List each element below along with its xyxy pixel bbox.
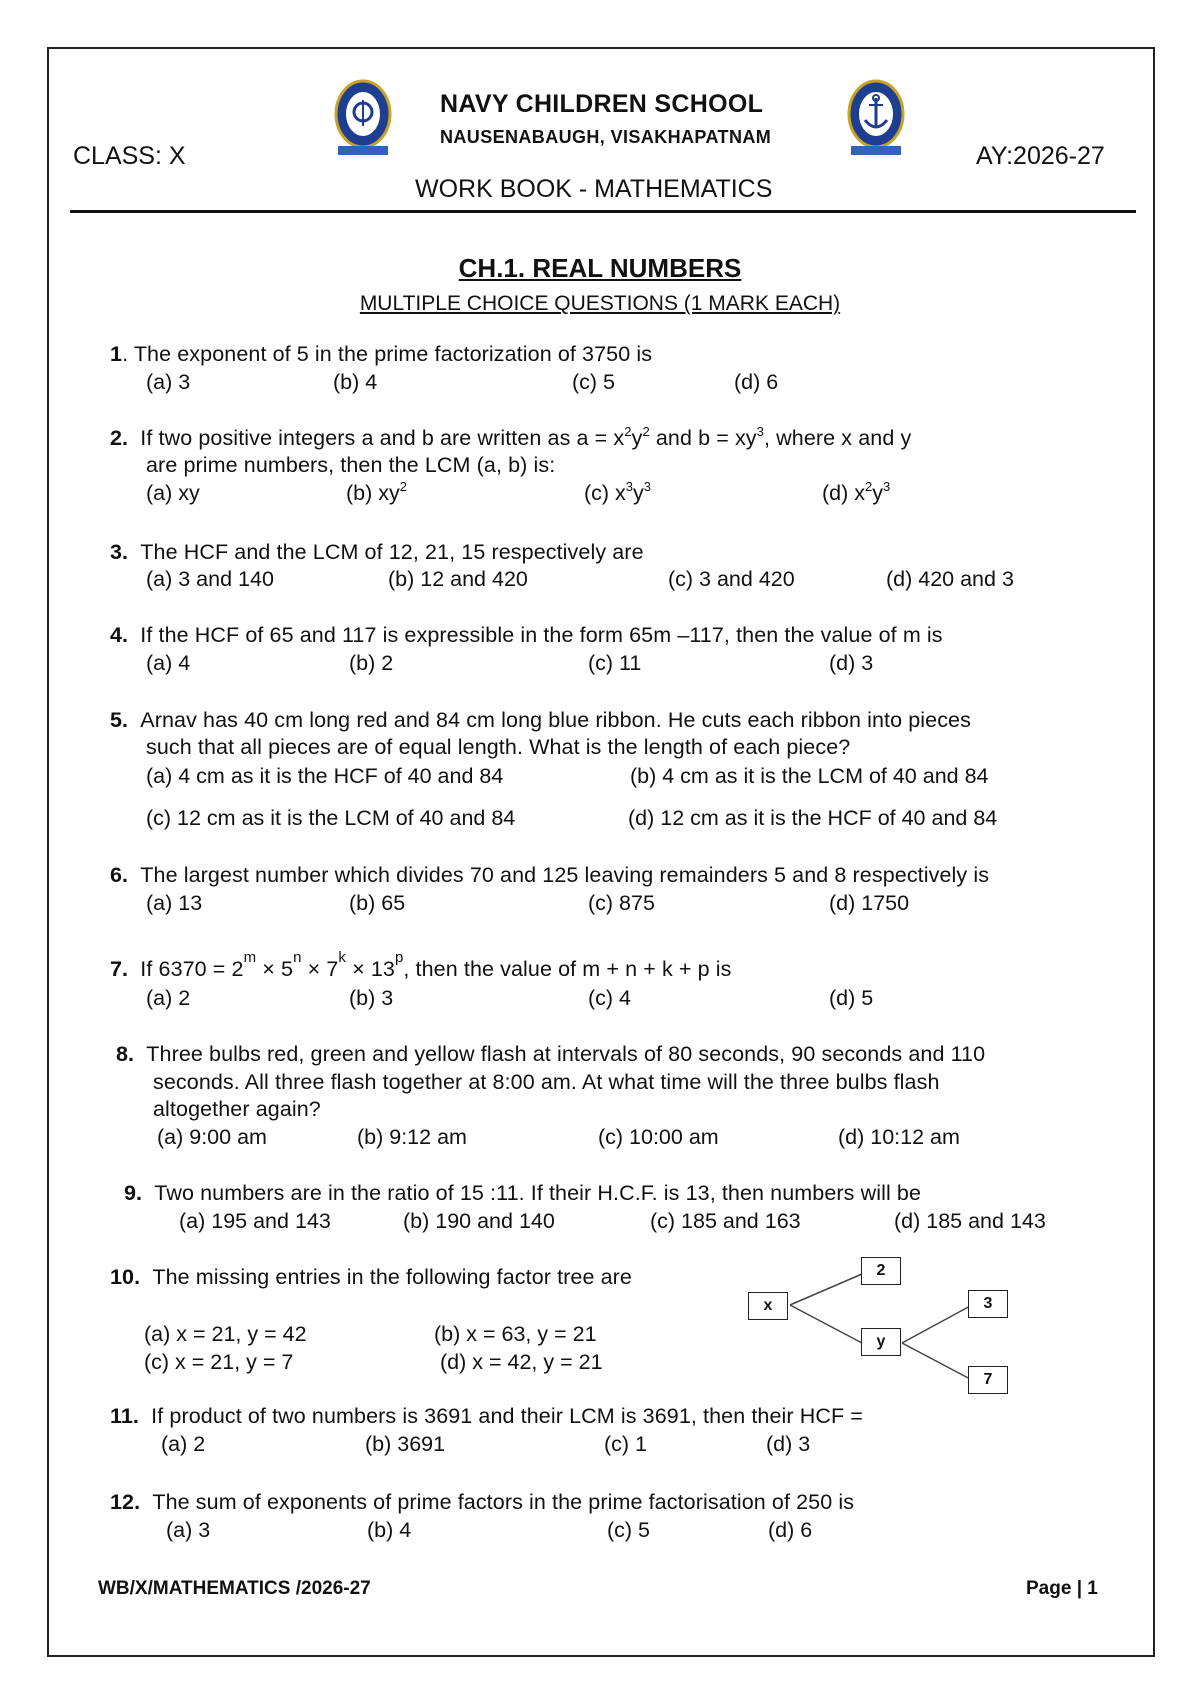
q7-option-d: (d) 5 [829, 986, 874, 1010]
question-3: 3. The HCF and the LCM of 12, 21, 15 respectively are [110, 540, 644, 564]
question-10: 10. The missing entries in the following factor tree are [110, 1265, 632, 1289]
q6-option-d: (d) 1750 [829, 891, 910, 915]
q2-option-c: (c) $x^3y^3$ [584, 479, 652, 505]
question-2: 2. If two positive integers a and b are written as $a = x^2y^2$ and $b = xy^3$, where x and y [110, 424, 912, 450]
q5-option-c: (c) 12 cm as it is the LCM of 40 and 84 [146, 806, 516, 830]
q5-option-d: (d) 12 cm as it is the HCF of 40 and 84 [628, 806, 998, 830]
workbook-title: WORK BOOK - MATHEMATICS [415, 175, 773, 203]
question-7: 7. If $6370 = 2^m \times 5^n \times 7^k \times 13^p$, then the value of m + n + k + p is [110, 949, 732, 981]
q2-option-a: (a) xy [146, 481, 200, 505]
question-6: 6. The largest number which divides 70 and 125 leaving remainders 5 and 8 respectively is [110, 863, 990, 887]
q12-option-c: (c) 5 [607, 1518, 650, 1542]
q4-option-a: (a) 4 [146, 651, 191, 675]
question-5: 5. Arnav has 40 cm long red and 84 cm long blue ribbon. He cuts each ribbon into pieces [110, 708, 971, 732]
q11-option-a: (a) 2 [161, 1432, 206, 1456]
chapter-title: CH.1. REAL NUMBERS [458, 253, 742, 283]
q10-option-a: (a) x = 21, y = 42 [144, 1322, 307, 1346]
question-1: 1. The exponent of 5 in the prime factorization of 3750 is [110, 342, 653, 366]
page-number: Page | 1 [1026, 1578, 1098, 1599]
q11-option-d: (d) 3 [766, 1432, 811, 1456]
q7-option-a: (a) 2 [146, 986, 191, 1010]
q4-option-d: (d) 3 [829, 651, 874, 675]
question-5-line-2: such that all pieces are of equal length. What is the length of each piece? [146, 735, 851, 759]
q9-option-b: (b) 190 and 140 [403, 1209, 555, 1233]
q2-option-d: (d) $x^2y^3$ [822, 479, 891, 505]
q3-option-d: (d) 420 and 3 [886, 567, 1014, 591]
question-2-line-2: are prime numbers, then the LCM (a, b) is: [146, 453, 556, 477]
q6-option-b: (b) 65 [349, 891, 406, 915]
factor-tree-node-y: y [861, 1328, 901, 1356]
q1-option-d: (d) 6 [734, 370, 779, 394]
q11-option-b: (b) 3691 [365, 1432, 446, 1456]
q5-option-b: (b) 4 cm as it is the LCM of 40 and 84 [630, 764, 989, 788]
question-11: 11. If product of two numbers is 3691 and their LCM is 3691, then their HCF = [110, 1404, 863, 1428]
q2-option-b: (b) $xy^2$ [346, 479, 407, 505]
q1-option-a: (a) 3 [146, 370, 191, 394]
q4-option-c: (c) 11 [588, 651, 642, 675]
school-location: NAUSENABAUGH, VISAKHAPATNAM [440, 127, 772, 147]
question-12: 12. The sum of exponents of prime factors in the prime factorisation of 250 is [110, 1490, 855, 1514]
q12-option-d: (d) 6 [768, 1518, 813, 1542]
academic-year: AY:2026-27 [976, 142, 1105, 170]
class-label: CLASS: X [73, 142, 186, 170]
question-8-line-3: altogether again? [153, 1097, 321, 1121]
q3-option-b: (b) 12 and 420 [388, 567, 528, 591]
q1-option-b: (b) 4 [333, 370, 378, 394]
footer-code: WB/X/MATHEMATICS /2026-27 [98, 1578, 371, 1599]
q6-option-c: (c) 875 [588, 891, 655, 915]
navy-anchor-crest-icon [843, 76, 909, 162]
factor-tree-node-7: 7 [968, 1366, 1008, 1394]
q12-option-b: (b) 4 [367, 1518, 412, 1542]
q6-option-a: (a) 13 [146, 891, 203, 915]
q8-option-a: (a) 9:00 am [157, 1125, 267, 1149]
q10-option-c: (c) x = 21, y = 7 [144, 1350, 294, 1374]
q12-option-a: (a) 3 [166, 1518, 211, 1542]
question-9: 9. Two numbers are in the ratio of 15 :11. If their H.C.F. is 13, then numbers will be [124, 1181, 922, 1205]
question-8-line-2: seconds. All three flash together at 8:00 am. At what time will the three bulbs flash [153, 1070, 940, 1094]
q10-option-b: (b) x = 63, y = 21 [434, 1322, 597, 1346]
q8-option-c: (c) 10:00 am [598, 1125, 719, 1149]
school-crest-icon [330, 76, 396, 162]
q3-option-a: (a) 3 and 140 [146, 567, 274, 591]
q8-option-d: (d) 10:12 am [838, 1125, 960, 1149]
q4-option-b: (b) 2 [349, 651, 394, 675]
header-divider [70, 210, 1136, 213]
q9-option-d: (d) 185 and 143 [894, 1209, 1046, 1233]
q11-option-c: (c) 1 [604, 1432, 647, 1456]
factor-tree-node-2: 2 [861, 1257, 901, 1285]
question-4: 4. If the HCF of 65 and 117 is expressible in the form 65m –117, then the value of m is [110, 623, 943, 647]
question-8: 8. Three bulbs red, green and yellow flash at intervals of 80 seconds, 90 seconds and 110 [116, 1042, 986, 1066]
q10-option-d: (d) x = 42, y = 21 [440, 1350, 603, 1374]
q9-option-a: (a) 195 and 143 [179, 1209, 331, 1233]
q8-option-b: (b) 9:12 am [357, 1125, 467, 1149]
q7-option-b: (b) 3 [349, 986, 394, 1010]
q5-option-a: (a) 4 cm as it is the HCF of 40 and 84 [146, 764, 504, 788]
section-title: MULTIPLE CHOICE QUESTIONS (1 MARK EACH) [359, 292, 841, 315]
factor-tree-node-3: 3 [968, 1290, 1008, 1318]
q9-option-c: (c) 185 and 163 [650, 1209, 801, 1233]
q3-option-c: (c) 3 and 420 [668, 567, 795, 591]
school-name: NAVY CHILDREN SCHOOL [440, 90, 764, 118]
factor-tree-node-x: x [748, 1292, 788, 1320]
q7-option-c: (c) 4 [588, 986, 631, 1010]
q1-option-c: (c) 5 [572, 370, 615, 394]
